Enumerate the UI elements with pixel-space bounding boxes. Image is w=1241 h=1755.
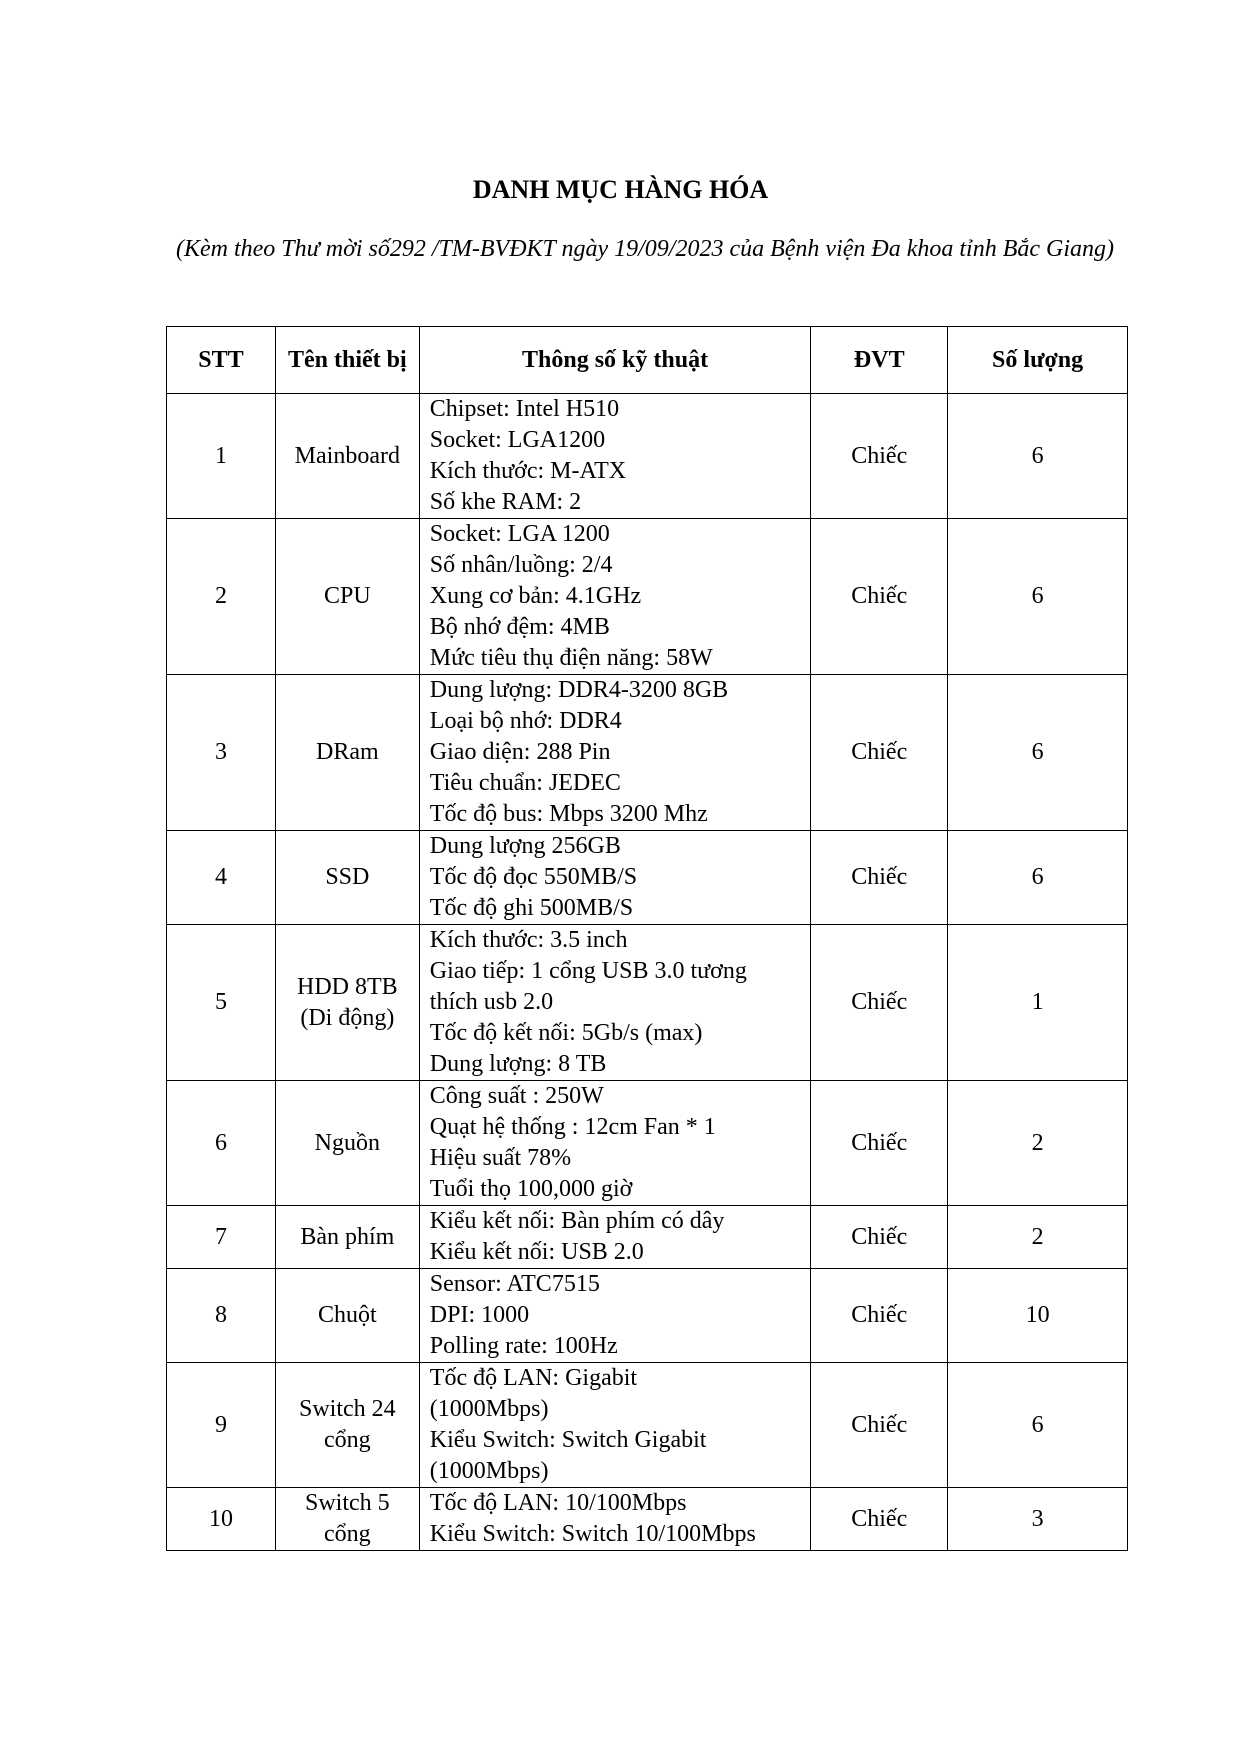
header-qty: Số lượng [948,327,1128,394]
spec-line: Tốc độ ghi 500MB/S [429,895,634,921]
cell-name [275,1363,419,1488]
goods-table [166,326,1128,1551]
cell-unit: Chiếc [811,519,948,675]
cell-name [275,519,419,675]
cell-name [275,831,419,925]
spec-line: Kích thước: M-ATX [429,458,627,484]
header-unit: ĐVT [811,327,948,394]
cell-stt: 10 [167,1488,276,1551]
cell-unit: Chiếc [811,831,948,925]
cell-spec [419,831,811,925]
spec-line: Socket: LGA 1200 [429,521,610,547]
name-line: SSD [325,864,370,890]
cell-spec [419,675,811,831]
cell-name [275,1488,419,1551]
spec-line: Sensor: ATC7515 [429,1271,600,1297]
spec-line: Số nhân/luồng: 2/4 [429,552,613,578]
cell-name [275,394,419,519]
cell-qty: 6 [948,394,1128,519]
cell-stt: 1 [167,394,276,519]
cell-unit: Chiếc [811,1488,948,1551]
spec-line: Tuổi thọ 100,000 giờ [429,1176,633,1202]
spec-line: Loại bộ nhớ: DDR4 [429,708,622,734]
spec-line: Tốc độ LAN: 10/100Mbps [429,1490,687,1516]
spec-line: Kích thước: 3.5 inch [429,927,628,953]
table-row [167,1488,1128,1551]
name-line: (Di động) [300,1004,395,1031]
cell-stt: 7 [167,1206,276,1269]
cell-stt: 5 [167,925,276,1081]
cell-name [275,1081,419,1206]
name-line: Mainboard [294,442,400,469]
cell-spec [419,1206,811,1269]
spec-line: Dung lượng: 8 TB [429,1051,607,1077]
spec-line: Công suất : 250W [429,1083,604,1109]
cell-name [275,1206,419,1269]
header-spec: Thông số kỹ thuật [419,327,811,394]
spec-line: Dung lượng: DDR4-3200 8GB [429,677,729,703]
spec-line: Polling rate: 100Hz [429,1333,618,1359]
spec-line: Tốc độ đọc 550MB/S [429,864,638,890]
name-line: cổng [324,1427,371,1453]
spec-line: Kiểu kết nối: Bàn phím có dây [429,1208,725,1234]
spec-line: (1000Mbps) [429,1396,549,1422]
spec-line: DPI: 1000 [429,1302,530,1328]
name-line: DRam [316,739,379,765]
cell-qty: 2 [948,1206,1128,1269]
cell-spec [419,1488,811,1551]
spec-line: Hiệu suất 78% [429,1145,572,1171]
table-row [167,675,1128,831]
cell-qty: 3 [948,1488,1128,1551]
name-line: CPU [323,583,371,609]
cell-stt: 9 [167,1363,276,1488]
document-subtitle: (Kèm theo Thư mời số292 /TM-BVĐKT ngày 19/09/2023 của Bệnh viện Đa khoa tỉnh Bắc Giang) [176,236,1115,262]
table-row [167,394,1128,519]
cell-qty: 1 [948,925,1128,1081]
cell-unit: Chiếc [811,925,948,1081]
spec-line: Tiêu chuẩn: JEDEC [429,770,621,796]
spec-line: Kiểu Switch: Switch Gigabit [429,1427,707,1453]
header-stt: STT [167,327,276,394]
cell-stt: 3 [167,675,276,831]
spec-line: Quạt hệ thống : 12cm Fan * 1 [429,1114,716,1140]
document-title: DANH MỤC HÀNG HÓA [472,175,769,204]
name-line: HDD 8TB [297,973,398,1000]
cell-qty: 6 [948,1363,1128,1488]
cell-name [275,675,419,831]
cell-qty: 10 [948,1269,1128,1363]
cell-spec [419,394,811,519]
cell-stt: 6 [167,1081,276,1206]
cell-unit: Chiếc [811,675,948,831]
table-row [167,925,1128,1081]
name-line: cổng [324,1521,371,1547]
cell-qty: 6 [948,519,1128,675]
cell-unit: Chiếc [811,1081,948,1206]
name-line: Switch 24 [299,1396,396,1422]
spec-line: Chipset: Intel H510 [429,396,620,422]
spec-line: Tốc độ LAN: Gigabit [429,1365,638,1391]
name-line: Chuột [317,1302,377,1328]
table-row [167,1363,1128,1488]
table-header-row [167,327,1128,394]
spec-line: Xung cơ bản: 4.1GHz [429,583,642,609]
cell-unit: Chiếc [811,1363,948,1488]
name-line: Bàn phím [300,1223,395,1250]
name-line: Nguồn [314,1129,380,1156]
spec-line: (1000Mbps) [429,1458,549,1484]
cell-unit: Chiếc [811,394,948,519]
spec-line: Bộ nhớ đệm: 4MB [429,614,610,640]
table-row [167,1081,1128,1206]
cell-spec [419,519,811,675]
cell-unit: Chiếc [811,1269,948,1363]
cell-stt: 4 [167,831,276,925]
table-body [167,394,1128,1551]
spec-line: Kiểu Switch: Switch 10/100Mbps [429,1521,756,1547]
cell-stt: 8 [167,1269,276,1363]
cell-name [275,1269,419,1363]
cell-qty: 2 [948,1081,1128,1206]
spec-line: Kiểu kết nối: USB 2.0 [429,1239,644,1265]
spec-line: Dung lượng 256GB [429,833,621,859]
table-row [167,831,1128,925]
spec-line: thích usb 2.0 [429,989,554,1015]
cell-stt: 2 [167,519,276,675]
cell-spec [419,1081,811,1206]
spec-line: Giao diện: 288 Pin [429,739,611,765]
spec-line: Số khe RAM: 2 [429,489,582,515]
header-name: Tên thiết bị [275,327,419,394]
name-line: Switch 5 [305,1490,390,1516]
cell-spec [419,1363,811,1488]
cell-qty: 6 [948,675,1128,831]
cell-spec [419,925,811,1081]
cell-spec [419,1269,811,1363]
cell-qty: 6 [948,831,1128,925]
table-row [167,1269,1128,1363]
spec-line: Socket: LGA1200 [429,427,606,453]
table-row [167,519,1128,675]
cell-unit: Chiếc [811,1206,948,1269]
table-row [167,1206,1128,1269]
spec-line: Mức tiêu thụ điện năng: 58W [429,645,713,671]
spec-line: Tốc độ bus: Mbps 3200 Mhz [429,801,708,827]
spec-line: Giao tiếp: 1 cổng USB 3.0 tương [429,958,747,984]
cell-name [275,925,419,1081]
spec-line: Tốc độ kết nối: 5Gb/s (max) [429,1020,703,1046]
